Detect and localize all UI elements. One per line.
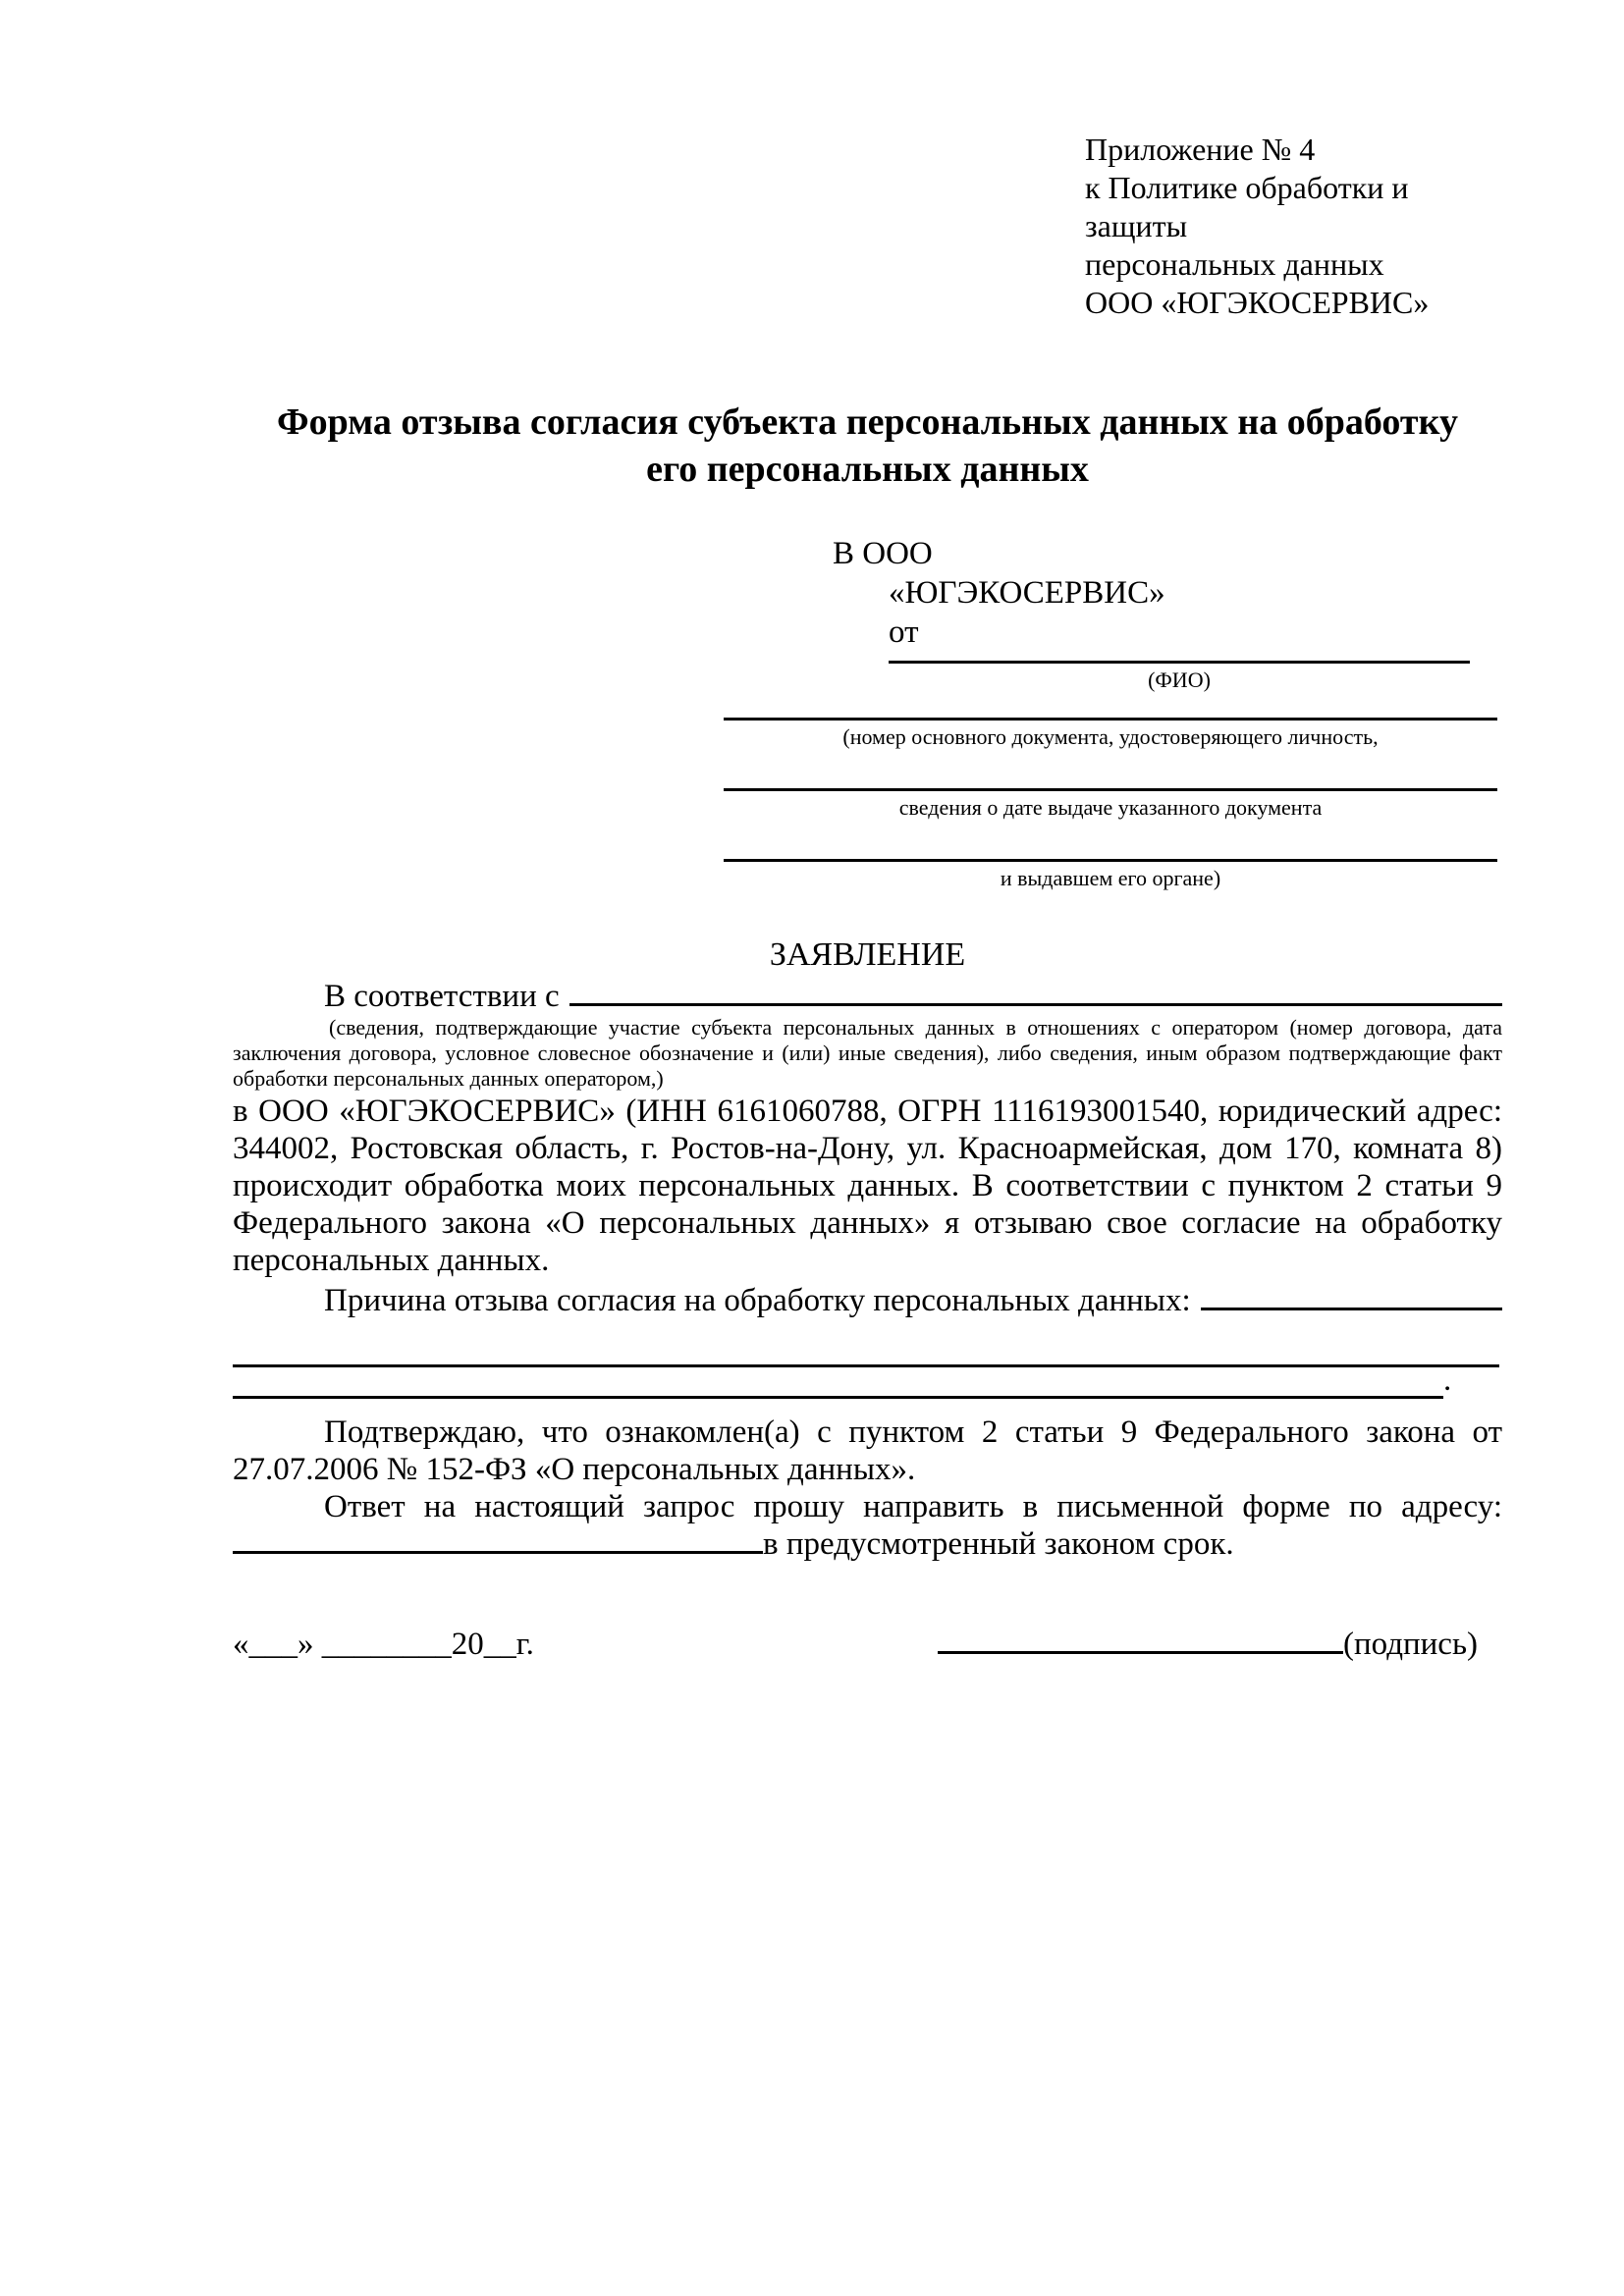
address-blank: [233, 1551, 763, 1554]
doc-number-blank-line: [724, 690, 1497, 721]
reply-prefix: Ответ на настоящий запрос прошу направить в письменной форме по адресу:: [324, 1489, 1502, 1524]
form-title: [233, 399, 1502, 493]
small-note: (сведения, подтверждающие участие субъекта персональных данных в отношениях с оператором (номер договора, дата заключения договора, условное словесное обозначение и (или) иные сведения), либо сведения, иным образом подтверждающие факт обработки персональных данных оператором,): [233, 1015, 1502, 1091]
doc-number-caption: (номер основного документа, удостоверяющего личность,: [842, 724, 1379, 749]
reason-blank-row-2: [233, 1360, 1502, 1399]
doc-number-blank-group: [724, 690, 1497, 750]
statement-body: в ООО «ЮГЭКОСЕРВИС» (ИНН 6161060788, ОГРН 1116193001540, юридический адрес: 344002, Ростовская область, г. Ростов-на-Дону, ул. Красноармейская, дом 170, комната 8) происходит обработка моих персональных данных. В соответствии с пунктом 2 статьи 9 Федерального закона «О персональных данных» я отзываю свое согласие на обработку персональных данных.: [233, 1094, 1502, 1278]
doc-issuer-blank-line: [724, 831, 1497, 862]
doc-date-caption: сведения о дате выдаче указанного документа: [898, 795, 1323, 820]
appendix-line: ООО «ЮГЭКОСЕРВИС»: [1085, 285, 1430, 320]
doc-issuer-blank-group: [724, 831, 1497, 891]
recipient-org-prefix: В ООО: [833, 536, 933, 571]
appendix-line: персональных данных: [1085, 246, 1384, 282]
footer-row: [233, 1625, 1502, 1664]
fio-caption: (ФИО): [1148, 667, 1211, 692]
confirmation-paragraph: Подтверждаю, что ознакомлен(а) с пунктом 2 статьи 9 Федерального закона от 27.07.2006 № 152-ФЗ «О персональных данных».: [233, 1415, 1502, 1487]
doc-date-blank-line: [724, 761, 1497, 791]
reply-paragraph: [233, 1488, 1502, 1563]
signature-caption: (подпись): [1343, 1627, 1478, 1662]
reason-blank: [1201, 1308, 1502, 1310]
fio-blank-line: [889, 633, 1470, 664]
appendix-line: Приложение № 4: [1085, 132, 1316, 167]
recipient-org-name: «ЮГЭКОСЕРВИС»: [889, 575, 1165, 611]
statement-heading: ЗАЯВЛЕНИЕ: [769, 936, 966, 973]
accordance-blank: [569, 1003, 1502, 1006]
date-line: «___» ________20__г.: [233, 1627, 534, 1662]
reply-suffix: в предусмотренный законом срок.: [763, 1526, 1234, 1562]
reason-blank-row-2-period: .: [1443, 1362, 1452, 1398]
accordance-prefix: В соответствии с: [324, 979, 560, 1014]
reason-prefix: Причина отзыва согласия на обработку персональных данных:: [324, 1283, 1191, 1318]
form-title-line1: Форма отзыва согласия субъекта персональных данных на обработку: [277, 401, 1458, 443]
recipient-from-label: от: [889, 614, 919, 650]
form-title-line2: его персональных данных: [646, 449, 1089, 490]
doc-issuer-caption: и выдавшем его органе): [1000, 866, 1221, 890]
signature-blank: [938, 1651, 1343, 1654]
appendix-line: к Политике обработки и защиты: [1085, 170, 1409, 243]
signature-group: [938, 1625, 1478, 1664]
reason-blank-row-2-line: [233, 1359, 1443, 1399]
reason-line: [233, 1282, 1502, 1319]
accordance-line: [233, 978, 1502, 1015]
fio-blank-group: [889, 633, 1470, 693]
appendix-header: [1085, 131, 1507, 322]
doc-date-blank-group: [724, 761, 1497, 821]
